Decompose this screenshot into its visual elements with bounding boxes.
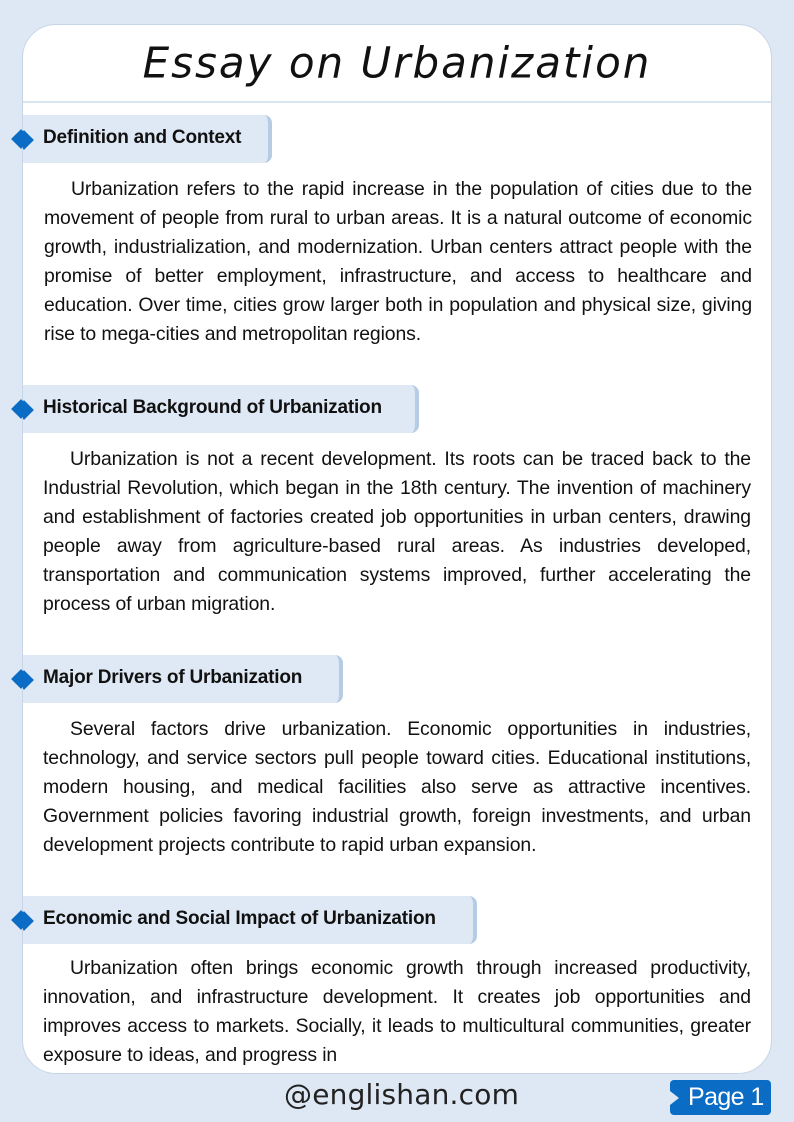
section-heading: Historical Background of Urbanization xyxy=(43,397,382,418)
section-paragraph: Several factors drive urbanization. Economic opportunities in industries, technology, and service sectors pull people toward cities. Educational institutions, modern housing, and medical facilities also serve as attractive incentives. Government policies favoring industrial growth, foreign investments, and urban development projects contribute to rapid urban expansion. xyxy=(43,718,751,856)
title-bar xyxy=(23,25,771,103)
section-heading: Economic and Social Impact of Urbanization xyxy=(43,908,436,929)
section-heading: Definition and Context xyxy=(43,127,242,148)
section-paragraph: Urbanization often brings economic growth through increased productivity, innovation, and infrastructure development. It creates job opportunities and improves access to markets. Socially, it leads to multicultural communities, greater exposure to ideas, and progress in xyxy=(43,957,751,1066)
page-number-label: Page 1 xyxy=(688,1083,764,1111)
essay-card xyxy=(22,24,772,1074)
page-title: Essay on Urbanization xyxy=(142,37,652,88)
section-paragraph: Urbanization refers to the rapid increase in the population of cities due to the movement of people from rural to urban areas. It is a natural outcome of economic growth, industrialization, and modernization. Urban centers attract people with the promise of better employment, infrastructure, and access to healthcare and education. Over time, cities grow larger both in population and physical size, giving rise to mega-cities and metropolitan regions. xyxy=(44,178,752,345)
arrow-notch-icon xyxy=(670,1091,679,1105)
section-heading: Major Drivers of Urbanization xyxy=(43,667,303,688)
page-number-badge xyxy=(670,1080,771,1115)
section-paragraph: Urbanization is not a recent development. Its roots can be traced back to the Industrial Revolution, which began in the 18th century. The invention of machinery and establishment of factories created job opportunities in urban centers, drawing people away from agriculture-based rural areas. As industries developed, transportation and communication systems improved, further accelerating the process of urban migration. xyxy=(43,448,751,615)
footer-site-link[interactable]: @englishan.com xyxy=(284,1078,520,1111)
